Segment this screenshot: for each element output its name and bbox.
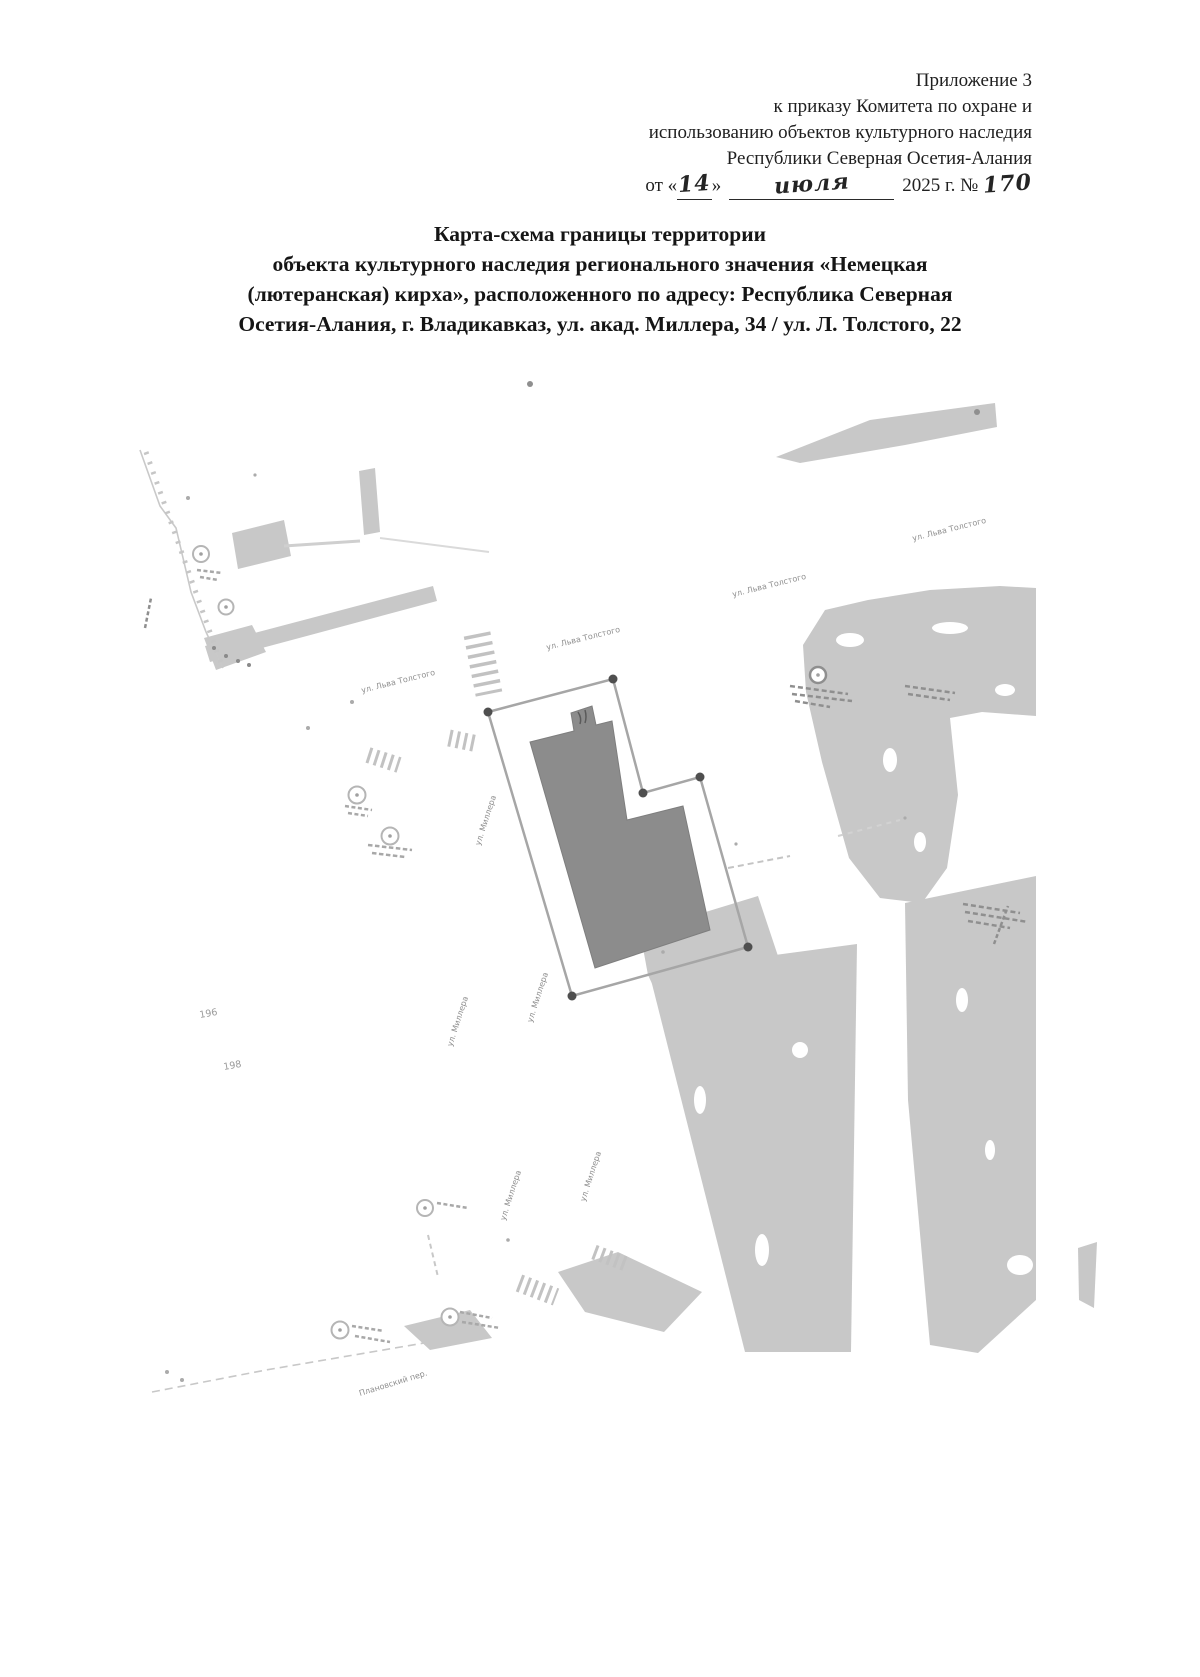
date-year: 2025 г. № — [902, 175, 979, 196]
city-map-svg — [130, 372, 1100, 1432]
street-label-millera-4: ул. Миллера — [498, 1169, 524, 1222]
date-month-blank — [729, 168, 894, 200]
block-wedge-top-right — [776, 403, 997, 463]
street-label-tolstogo-3: ул. Льва Толстого — [911, 515, 988, 543]
street-label-millera-3: ул. Миллера — [445, 995, 471, 1048]
title-line1: Карта-схема границы территории — [433, 222, 767, 246]
appendix-number: Приложение 3 — [915, 70, 1032, 91]
block-thin-vertical — [359, 468, 380, 535]
title-line2: объекта культурного наследия регионального значения «Немецкая — [272, 252, 928, 276]
block-right-sliver — [1078, 1242, 1097, 1308]
micro-label-dashes — [197, 570, 500, 1342]
street-label-planovsky: Плановский пер. — [357, 1368, 429, 1398]
street-label-millera-1: ул. Миллера — [473, 794, 499, 847]
document-requisites — [645, 68, 1032, 200]
block-mega-right — [803, 586, 1036, 903]
order-reference-line2: использованию объектов культурного наследия — [648, 122, 1032, 143]
street-label-millera-2: ул. Миллера — [525, 971, 551, 1024]
order-date-line — [645, 168, 1033, 200]
order-reference-line3: Республики Северная Осетия-Алания — [726, 148, 1032, 169]
document-title — [0, 219, 1200, 339]
street-label-tolstogo-2: ул. Льва Толстого — [731, 571, 808, 599]
handwritten-month: июля — [773, 168, 851, 200]
street-label-millera-5: ул. Миллера — [578, 1150, 604, 1203]
title-line3: (лютеранская) кирха», расположенного по адресу: Республика Северная — [247, 282, 953, 306]
date-prefix: от « — [645, 175, 678, 196]
street-label-tolstogo-4: ул. Льва Толстого — [360, 667, 437, 695]
plot-number-196: 196 — [198, 1006, 219, 1021]
heritage-building-footprint — [530, 706, 710, 968]
plot-number-198: 198 — [222, 1058, 243, 1073]
block-top-left — [232, 520, 291, 569]
date-close-quote: » — [711, 175, 722, 196]
title-line4: Осетия-Алания, г. Владикавказ, ул. акад. Миллера, 34 / ул. Л. Толстого, 22 — [238, 312, 962, 336]
handwritten-order-number: 170 — [982, 169, 1033, 199]
block-right-band — [905, 876, 1036, 1353]
street-label-tolstogo-1: ул. Льва Толстого — [545, 624, 622, 652]
map-scheme — [130, 372, 1100, 1432]
handwritten-day: 14 — [677, 169, 712, 199]
block-bottom-center — [558, 1252, 702, 1332]
order-reference-line1: к приказу Комитета по охране и — [773, 96, 1032, 117]
